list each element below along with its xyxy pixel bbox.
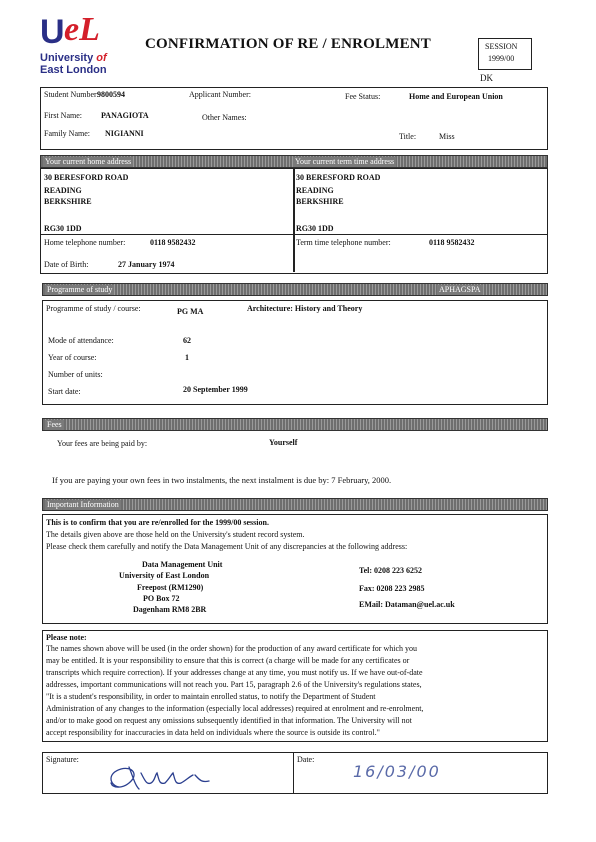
- programme-header-bar: [42, 283, 548, 296]
- other-names-label: Other Names:: [202, 113, 247, 122]
- term-address-line: READING: [296, 186, 334, 195]
- dmu-address-line: University of East London: [119, 571, 210, 580]
- year-value: 1: [185, 353, 189, 362]
- title-label: Title:: [399, 132, 417, 141]
- student-number: 9800594: [97, 90, 125, 99]
- note-line: "It is a student's responsibility, in order to maintain enrolled status, to notify the Department of Student: [46, 692, 376, 701]
- family-name-label: Family Name:: [44, 129, 90, 138]
- confirm-line: This is to confirm that you are re/enrolled for the 1999/00 session.: [46, 518, 269, 527]
- home-phone-label: Home telephone number:: [44, 238, 126, 247]
- mode-value: 62: [183, 336, 191, 345]
- term-phone-label: Term time telephone number:: [296, 238, 391, 247]
- home-address-header: Your current home address: [45, 157, 132, 166]
- dmu-email: EMail: Dataman@uel.ac.uk: [359, 600, 455, 609]
- dmu-address-line: Dagenham RM8 2BR: [133, 605, 207, 614]
- signature-image: [99, 759, 249, 793]
- fee-status-label: Fee Status:: [345, 92, 381, 101]
- date-label: Date:: [297, 755, 315, 764]
- fees-header-bar: [42, 418, 548, 431]
- important-header: Important Information: [47, 500, 119, 509]
- programme-header: Programme of study: [47, 285, 113, 294]
- course-name: Architecture: History and Theory: [247, 304, 363, 313]
- dmu-fax: Fax: 0208 223 2985: [359, 584, 425, 593]
- address-header-bar: [40, 155, 548, 168]
- note-line: Administration of any changes to the information (especially local addresses) required at enrolment and re-enrolment,: [46, 704, 424, 713]
- important-header-bar: [42, 498, 548, 511]
- dmu-tel: Tel: 0208 223 6252: [359, 566, 423, 575]
- fees-paid-by-label: Your fees are being paid by:: [57, 439, 148, 448]
- first-name: PANAGIOTA: [101, 111, 149, 120]
- session-label: SESSION: [485, 42, 518, 51]
- date-value: 16/03/00: [353, 762, 441, 781]
- home-phone: 0118 9582432: [150, 238, 196, 247]
- note-line: transcripts which require correction). If your addresses change at any time, you must notify us. If we have out-of-date: [46, 668, 423, 677]
- logo-line1: University of: [40, 52, 107, 64]
- term-address-header: Your current term time address: [295, 157, 395, 166]
- note-title: Please note:: [46, 633, 87, 642]
- dmu-address-line: Data Management Unit: [142, 560, 223, 569]
- start-date-label: Start date:: [48, 387, 81, 396]
- course-type: PG MA: [177, 307, 204, 316]
- office-code: DK: [480, 73, 493, 83]
- uel-logo: [40, 11, 120, 80]
- details-line: The details given above are those held on the University's student record system.: [46, 530, 305, 539]
- dob-label: Date of Birth:: [44, 260, 89, 269]
- note-line: addresses, important communications will not reach you. Part 15, paragraph 2.6 of the University's regulations states,: [46, 680, 422, 689]
- student-details-box: [40, 87, 548, 150]
- home-address-line: READING: [44, 186, 82, 195]
- note-line: may be entitled. It is your responsibility to ensure that this is correct (a charge will be made for any certificates or: [46, 656, 410, 665]
- fees-header: Fees: [47, 420, 62, 429]
- address-box: [40, 168, 548, 274]
- signature-label: Signature:: [46, 755, 79, 764]
- signature-box: [42, 752, 548, 794]
- note-line: The names shown above will be used (in the order shown) for the production of any award certificate for which you: [46, 644, 417, 653]
- note-box: [42, 630, 548, 742]
- programme-code: APHAGSPA: [439, 285, 481, 294]
- family-name: NIGIANNI: [105, 129, 144, 138]
- programme-box: [42, 300, 548, 405]
- instalment-note: If you are paying your own fees in two instalments, the next instalment is due by: 7 February, 2000.: [52, 475, 392, 485]
- first-name-label: First Name:: [44, 111, 82, 120]
- dmu-address-line: Freepost (RM1290): [137, 583, 204, 592]
- term-address-line: BERKSHIRE: [296, 197, 344, 206]
- home-address-line: RG30 1DD: [44, 224, 82, 233]
- fees-paid-by: Yourself: [269, 438, 298, 447]
- applicant-number-label: Applicant Number:: [189, 90, 251, 99]
- dmu-address-line: PO Box 72: [143, 594, 180, 603]
- course-label: Programme of study / course:: [46, 304, 141, 313]
- term-address-line: 30 BERESFORD ROAD: [296, 173, 381, 182]
- session-box: [478, 38, 532, 70]
- dob: 27 January 1974: [118, 260, 175, 269]
- start-date: 20 September 1999: [183, 385, 248, 394]
- home-address-line: 30 BERESFORD ROAD: [44, 173, 129, 182]
- units-label: Number of units:: [48, 370, 103, 379]
- note-line: accept responsibility for inaccuracies in data held on individuals where the source is outside its control.": [46, 728, 380, 737]
- term-phone: 0118 9582432: [429, 238, 475, 247]
- note-line: and/or to make good on request any omissions subsequently identified in that information. The University will not: [46, 716, 412, 725]
- title-value: Miss: [439, 132, 455, 141]
- logo-line2: East London: [40, 64, 107, 76]
- year-label: Year of course:: [48, 353, 97, 362]
- student-number-label: Student Number:: [44, 90, 99, 99]
- mode-label: Mode of attendance:: [48, 336, 114, 345]
- check-line: Please check them carefully and notify the Data Management Unit of any discrepancies at the following address:: [46, 542, 408, 551]
- session-year: 1999/00: [488, 54, 515, 63]
- logo-el: eL: [64, 11, 100, 48]
- home-address-line: BERKSHIRE: [44, 197, 92, 206]
- fee-status: Home and European Union: [409, 92, 503, 101]
- term-address-line: RG30 1DD: [296, 224, 334, 233]
- logo-u: U: [40, 13, 65, 51]
- important-box: [42, 514, 548, 624]
- page-title: CONFIRMATION OF RE / ENROLMENT: [145, 36, 432, 52]
